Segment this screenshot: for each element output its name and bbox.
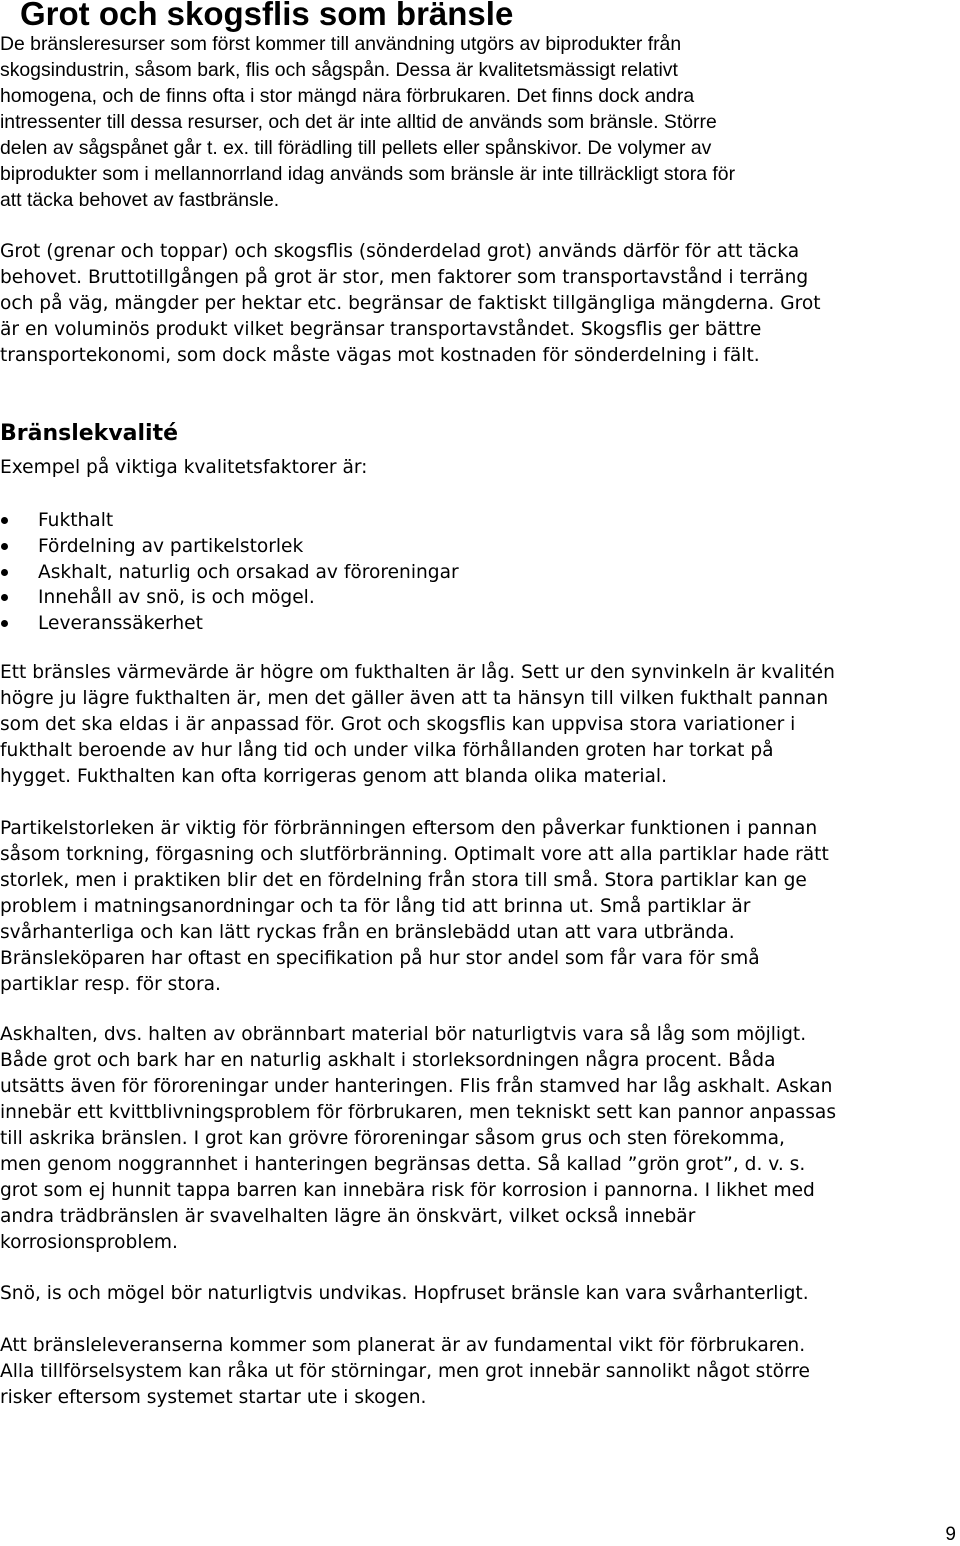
delivery-line: risker eftersom systemet startar ute i skogen. — [0, 1387, 427, 1408]
ash-paragraph — [0, 1022, 836, 1256]
list-item-label: Fukthalt — [38, 510, 114, 531]
quality-factor-list — [0, 508, 459, 637]
bullet-icon — [1, 569, 8, 576]
bullet-icon — [1, 543, 8, 550]
list-item — [0, 611, 459, 637]
particle-paragraph — [0, 816, 829, 998]
grot-line: transportekonomi, som dock måste vägas mot kostnaden för sönderdelning i fält. — [0, 345, 760, 366]
intro-line: skogsindustrin, såsom bark, flis och sågspån. Dessa är kvalitetsmässigt relativt — [0, 59, 678, 81]
intro-line: delen av sågspånet går t. ex. till förädling till pellets eller spånskivor. De volymer av — [0, 137, 712, 159]
moisture-line: högre ju lägre fukthalten är, men det gäller även att ta hänsyn till vilken fukthalt pannan — [0, 688, 829, 709]
intro-line: homogena, och de finns ofta i stor mängd nära förbrukaren. Det finns dock andra — [0, 85, 695, 107]
ash-line: korrosionsproblem. — [0, 1232, 178, 1253]
list-item — [0, 560, 459, 586]
delivery-paragraph — [0, 1333, 810, 1411]
moisture-line: fukthalt beroende av hur lång tid och under vilka förhållanden groten har torkat på — [0, 740, 774, 761]
intro-paragraph — [0, 31, 735, 213]
grot-line: är en voluminös produkt vilket begränsar transportavståndet. Skogsflis ger bättre — [0, 319, 762, 340]
bullet-icon — [1, 517, 8, 524]
grot-line: och på väg, mängder per hektar etc. begränsar de faktiskt tillgängliga mängderna. Grot — [0, 293, 821, 314]
ash-line: men genom noggrannhet i hanteringen begränsas detta. Så kallad ”grön grot”, d. v. s. — [0, 1154, 806, 1175]
delivery-line: Alla tillförselsystem kan råka ut för störningar, men grot innebär sannolikt något större — [0, 1361, 810, 1382]
grot-paragraph — [0, 239, 821, 369]
intro-line: biprodukter som i mellannorrland idag används som bränsle är inte tillräckligt stora för — [0, 163, 736, 185]
list-item-label: Leveranssäkerhet — [38, 613, 203, 635]
ash-line: innebär ett kvittblivningsproblem för förbrukaren, men tekniskt sett kan pannor anpassas — [0, 1102, 837, 1123]
bullet-icon — [1, 620, 8, 627]
snow-line: Snö, is och mögel bör naturligtvis undvikas. Hopfruset bränsle kan vara svårhanterligt. — [0, 1283, 809, 1304]
particle-line: Bränsleköparen har oftast en specifikation på hur stor andel som får vara för små — [0, 948, 760, 969]
intro-line: att täcka behovet av fastbränsle. — [0, 189, 280, 211]
ash-line: utsätts även för föroreningar under hanteringen. Flis från stamved har låg askhalt. Askan — [0, 1076, 833, 1097]
particle-line: storlek, men i praktiken blir det en fördelning från stora till små. Stora partiklar kan ge — [0, 870, 807, 891]
ash-line: grot som ej hunnit tappa barren kan innebära risk för korrosion i pannorna. I likhet med — [0, 1180, 815, 1201]
intro-line: intressenter till dessa resurser, och det är inte alltid de används som bränsle. Större — [0, 111, 717, 133]
particle-line: problem i matningsanordningar och ta för lång tid att brinna ut. Små partiklar är — [0, 896, 751, 917]
grot-line: behovet. Bruttotillgången på grot är stor, men faktorer som transportavstånd i terräng — [0, 267, 809, 288]
snow-paragraph — [0, 1281, 809, 1307]
moisture-line: hygget. Fukthalten kan ofta korrigeras genom att blanda olika material. — [0, 766, 667, 787]
list-item-label: Innehåll av snö, is och mögel. — [38, 587, 315, 609]
section-heading: Bränslekvalité — [0, 421, 179, 446]
delivery-line: Att bränsleleveranserna kommer som planerat är av fundamental vikt för förbrukaren. — [0, 1335, 806, 1356]
particle-line: svårhanterliga och kan lätt ryckas från en bränslebädd utan att vara utbrända. — [0, 922, 735, 943]
particle-line: såsom torkning, förgasning och slutförbränning. Optimalt vore att alla partiklar hade rätt — [0, 844, 829, 865]
quality-intro: Exempel på viktiga kvalitetsfaktorer är: — [0, 457, 368, 478]
ash-line: Askhalten, dvs. halten av obrännbart material bör naturligtvis vara så låg som möjligt. — [0, 1024, 807, 1045]
list-item — [0, 534, 459, 560]
particle-line: partiklar resp. för stora. — [0, 974, 221, 995]
bullet-icon — [1, 594, 8, 601]
moisture-paragraph — [0, 660, 835, 790]
list-item-label: Askhalt, naturlig och orsakad av föroreningar — [38, 561, 459, 583]
ash-line: till askrika bränslen. I grot kan grövre föroreningar såsom grus och sten förekomma, — [0, 1128, 785, 1149]
page-title: Grot och skogsflis som bränsle — [20, 0, 514, 32]
grot-line: Grot (grenar och toppar) och skogsflis (sönderdelad grot) används därför för att täcka — [0, 241, 800, 262]
particle-line: Partikelstorleken är viktig för förbränningen eftersom den påverkar funktionen i pannan — [0, 818, 818, 839]
list-item — [0, 508, 459, 534]
intro-line: De bränsleresurser som först kommer till användning utgörs av biprodukter från — [0, 33, 682, 55]
page-number: 9 — [945, 1524, 956, 1545]
ash-line: andra trädbränslen är svavelhalten lägre än önskvärt, vilket också innebär — [0, 1206, 696, 1227]
moisture-line: Ett bränsles värmevärde är högre om fukthalten är låg. Sett ur den synvinkeln är kvalitén — [0, 662, 835, 683]
list-item — [0, 585, 459, 611]
ash-line: Både grot och bark har en naturlig askhalt i storleksordningen några procent. Båda — [0, 1050, 776, 1071]
list-item-label: Fördelning av partikelstorlek — [38, 535, 304, 557]
moisture-line: som det ska eldas i är anpassad för. Grot och skogsflis kan uppvisa stora variationer i — [0, 714, 796, 735]
